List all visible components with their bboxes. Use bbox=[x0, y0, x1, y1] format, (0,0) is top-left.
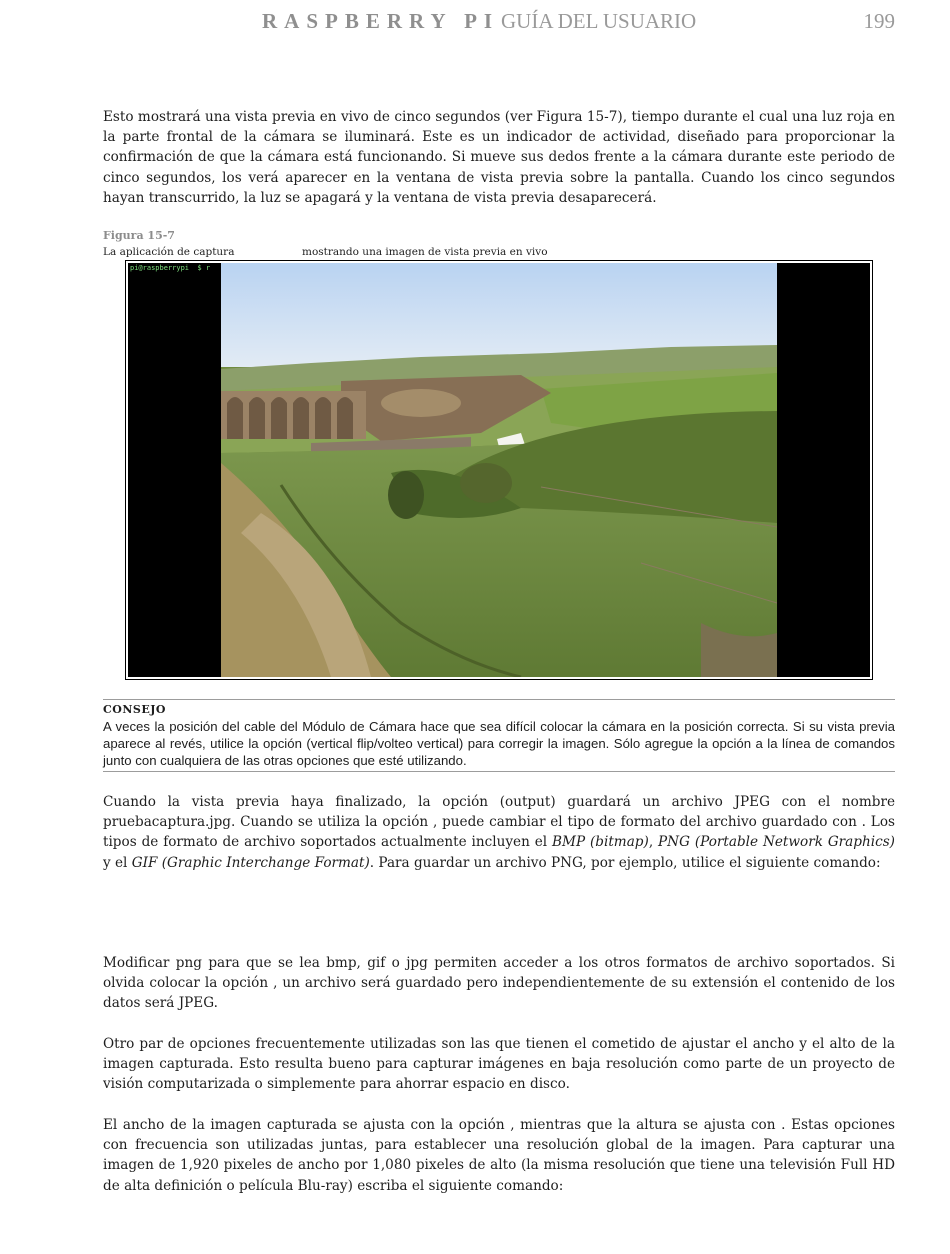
figure-caption-end: mostrando una imagen de vista previa en vivo bbox=[302, 246, 548, 258]
terminal-prompt: pi@raspberrypi $ r bbox=[130, 264, 211, 272]
format-separator-2: y el bbox=[103, 854, 132, 871]
page-header bbox=[0, 6, 950, 38]
resolution-paragraph: El ancho de la imagen capturada se ajusta con la opción , mientras que la altura se ajusta con . Estas opciones con frecuencia son utilizadas juntas, para establecer una resolución global de la imagen. Para capturar una imagen de 1,920 pixeles de ancho por 1,080 pixeles de alto (la misma resolución que tiene una televisión Full HD de alta definición o película Blu-ray) escriba el siguiente comando: bbox=[103, 1117, 895, 1194]
output-paragraph bbox=[103, 792, 895, 873]
output-paragraph-text-1: Cuando la vista previa haya finalizado, la opción (output) guardará un archivo JPEG con el nombre pruebacaptura.jpg. Cuando se utiliza la opción , puede cambiar el tipo de formato del archivo guardado con . Los tipos de formato de archivo soportados actualmente incluyen el bbox=[103, 794, 895, 851]
terminal-screen bbox=[128, 263, 870, 677]
format-png: PNG (Portable Network Graphics) bbox=[658, 834, 895, 851]
tip-box bbox=[103, 699, 895, 772]
format-separator-1: , bbox=[648, 834, 659, 851]
header-subtitle: GUÍA DEL USUARIO bbox=[501, 9, 697, 33]
output-paragraph-text-2: . Para guardar un archivo PNG, por ejemplo, utilice el siguiente comando: bbox=[369, 854, 881, 871]
format-gif: GIF (Graphic Interchange Format) bbox=[131, 854, 370, 871]
figure-caption-start: La aplicación de captura bbox=[103, 246, 235, 258]
figure-screenshot bbox=[125, 260, 873, 680]
figure-label: Figura 15-7 bbox=[103, 229, 175, 242]
tip-body: A veces la posición del cable del Módulo de Cámara hace que sea difícil colocar la cámara en la posición correcta. Si su vista previa aparece al revés, utilice la opción (vertical flip/volteo vertical) para corregir la imagen. Sólo agregue la opción a la línea de comandos junto con cualquiera de las otras opciones que esté utilizando. bbox=[103, 719, 895, 768]
header-brand: RASPBERRY PI bbox=[262, 9, 500, 33]
size-paragraph: Otro par de opciones frecuentemente utilizadas son las que tienen el cometido de ajustar el ancho y el alto de la imagen capturada. Esto resulta bueno para capturar imágenes en baja resolución como parte de un proyecto de visión computarizada o simplemente para ahorrar espacio en disco. bbox=[103, 1036, 895, 1093]
camera-preview-image bbox=[221, 263, 777, 677]
format-bmp: BMP (bitmap) bbox=[552, 834, 649, 851]
page-number: 199 bbox=[863, 9, 895, 33]
formats-paragraph: Modificar png para que se lea bmp, gif o jpg permiten acceder a los otros formatos de archivo soportados. Si olvida colocar la opción , un archivo será guardado pero independientemente de su extensión el contenido de los datos será JPEG. bbox=[103, 955, 895, 1012]
tip-title: CONSEJO bbox=[103, 703, 167, 716]
intro-paragraph: Esto mostrará una vista previa en vivo de cinco segundos (ver Figura 15-7), tiempo durante el cual una luz roja en la parte frontal de la cámara se iluminará. Este es un indicador de actividad, diseñado para proporcionar la confirmación de que la cámara está funcionando. Si mueve sus dedos frente a la cámara durante este periodo de cinco segundos, los verá aparecer en la ventana de vista previa sobre la pantalla. Cuando los cinco segundos hayan transcurrido, la luz se apagará y la ventana de vista previa desaparecerá. bbox=[103, 109, 895, 206]
